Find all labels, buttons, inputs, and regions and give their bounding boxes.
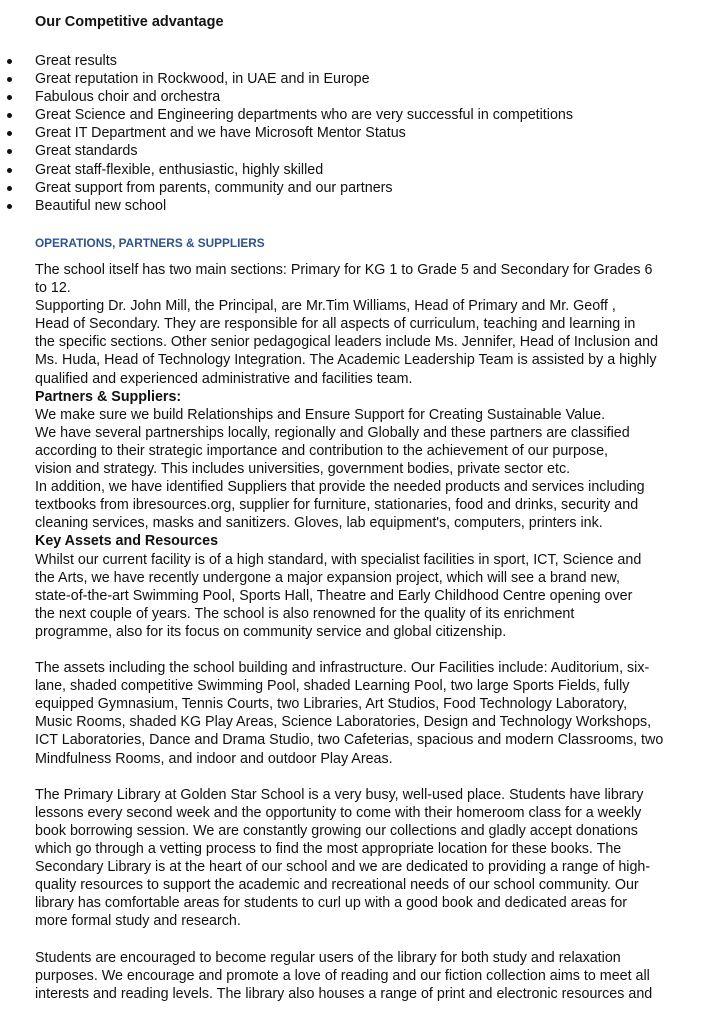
paragraph-gap <box>35 930 695 948</box>
text-line: vision and strategy. This includes universities, government bodies, private sector etc. <box>35 461 571 478</box>
text-line: book borrowing session. We are constantly growing our collections and gladly accept donations <box>35 822 638 839</box>
list-item <box>0 197 573 215</box>
text-line: more formal study and research. <box>35 913 241 930</box>
bullet-icon <box>7 168 12 173</box>
paragraph-gap <box>35 768 695 786</box>
bullet-icon <box>7 131 12 136</box>
reading-paragraph <box>35 949 695 1003</box>
list-item-text: Beautiful new school <box>35 197 167 214</box>
text-line: The Primary Library at Golden Star School is a very busy, well-used place. Students have library <box>35 786 644 803</box>
bullet-icon <box>7 204 12 209</box>
text-line: Mindfulness Rooms, and indoor and outdoor Play Areas. <box>35 750 393 767</box>
bullet-icon <box>7 59 12 64</box>
competitive-advantage-heading: Our Competitive advantage <box>35 14 224 30</box>
leadership-paragraph <box>35 297 695 387</box>
text-line: Secondary Library is at the heart of our school and we are dedicated to providing a range of high- <box>35 859 651 876</box>
list-item <box>0 179 573 197</box>
list-item <box>0 106 573 124</box>
text-line: lessons every second week and the opportunity to come with their homeroom class for a weekly <box>35 804 642 821</box>
library-paragraph <box>35 786 695 931</box>
bullet-icon <box>7 95 12 100</box>
list-item-text: Great reputation in Rockwood, in UAE and in Europe <box>35 71 370 88</box>
text-line: Students are encouraged to become regular users of the library for both study and relaxation <box>35 949 621 966</box>
list-item <box>0 52 573 70</box>
text-line: lane, shaded competitive Swimming Pool, shaded Learning Pool, two large Sports Fields, fully <box>35 678 630 695</box>
value-paragraph <box>35 406 695 424</box>
text-line: qualified and experienced administrative and facilities team. <box>35 370 413 387</box>
suppliers-paragraph <box>35 478 695 532</box>
text-line: according to their strategic importance and contribution to the achievement of our purpose, <box>35 442 608 459</box>
facility-paragraph <box>35 551 695 641</box>
text-line: the specific sections. Other senior pedagogical leaders include Ms. Jennifer, Head of Inclusion and <box>35 334 659 351</box>
text-line: Supporting Dr. John Mill, the Principal, are Mr.Tim Williams, Head of Primary and Mr. Geoff , <box>35 298 616 315</box>
list-item <box>0 124 573 142</box>
text-line: the next couple of years. The school is also renowned for the quality of its enrichment <box>35 605 575 622</box>
bullet-icon <box>7 186 12 191</box>
text-line: ICT Laboratories, Dance and Drama Studio, two Cafeterias, spacious and modern Classrooms, two <box>35 732 664 749</box>
text-line: We have several partnerships locally, regionally and Globally and these partners are classified <box>35 424 630 441</box>
bullet-icon <box>7 77 12 82</box>
school-sections-paragraph <box>35 261 695 297</box>
text-line: quality resources to support the academic and recreational needs of our school community. Our <box>35 877 639 894</box>
text-line: In addition, we have identified Suppliers that provide the needed products and services including <box>35 479 645 496</box>
list-item-text: Great IT Department and we have Microsoft Mentor Status <box>35 125 406 142</box>
partners-subheading: Partners & Suppliers: <box>35 388 182 405</box>
list-item <box>0 70 573 88</box>
advantages-list <box>0 52 573 215</box>
text-line: programme, also for its focus on community service and global citizenship. <box>35 623 507 640</box>
text-line: which go through a vetting process to find the most appropriate location for these books. The <box>35 841 622 857</box>
text-line: cleaning services, masks and sanitizers. Gloves, lab equipment's, computers, printers ink. <box>35 515 603 532</box>
text-line: interests and reading levels. The library also houses a range of print and electronic resources and <box>35 985 653 1002</box>
text-line: textbooks from ibresources.org, supplier for furniture, stationaries, food and drinks, security and <box>35 497 639 514</box>
text-line: Head of Secondary. They are responsible for all aspects of curriculum, teaching and learning in <box>35 316 636 333</box>
text-line: the Arts, we have recently undergone a major expansion project, which will see a brand new, <box>35 569 620 586</box>
list-item <box>0 142 573 160</box>
list-item <box>0 161 573 179</box>
assets-subheading: Key Assets and Resources <box>35 533 219 550</box>
list-item-text: Great results <box>35 53 117 69</box>
list-item-text: Great standards <box>35 143 138 160</box>
list-item-text: Great Science and Engineering departments who are very successful in competitions <box>35 107 574 124</box>
text-line: Whilst our current facility is of a high standard, with specialist facilities in sport, ICT, Science and <box>35 551 642 568</box>
infrastructure-paragraph <box>35 659 695 768</box>
text-line: to 12. <box>35 280 71 297</box>
list-item <box>0 88 573 106</box>
text-line: We make sure we build Relationships and Ensure Support for Creating Sustainable Value. <box>35 406 606 423</box>
text-line: Ms. Huda, Head of Technology Integration. The Academic Leadership Team is assisted by a highly <box>35 352 657 369</box>
list-item-text: Great support from parents, community and our partners <box>35 179 393 196</box>
document-body <box>35 261 695 1003</box>
list-item-text: Fabulous choir and orchestra <box>35 89 221 106</box>
text-line: The school itself has two main sections: Primary for KG 1 to Grade 5 and Secondary for Grades 6 <box>35 262 653 278</box>
text-line: equipped Gymnasium, Tennis Courts, two Libraries, Art Studios, Food Technology Laboratory, <box>35 696 628 713</box>
partnerships-paragraph <box>35 424 695 478</box>
text-line: library has comfortable areas for students to curl up with a good book and dedicated areas for <box>35 895 628 912</box>
bullet-icon <box>7 149 12 154</box>
text-line: Music Rooms, shaded KG Play Areas, Science Laboratories, Design and Technology Workshops, <box>35 714 652 731</box>
bullet-icon <box>7 113 12 118</box>
paragraph-gap <box>35 641 695 659</box>
operations-section-title: OPERATIONS, PARTNERS & SUPPLIERS <box>35 236 265 250</box>
text-line: state-of-the-art Swimming Pool, Sports Hall, Theatre and Early Childhood Centre opening over <box>35 587 633 604</box>
text-line: The assets including the school building and infrastructure. Our Facilities include: Auditorium, six- <box>35 660 650 677</box>
text-line: purposes. We encourage and promote a love of reading and our fiction collection aims to meet all <box>35 967 650 984</box>
list-item-text: Great staff-flexible, enthusiastic, highly skilled <box>35 161 324 178</box>
